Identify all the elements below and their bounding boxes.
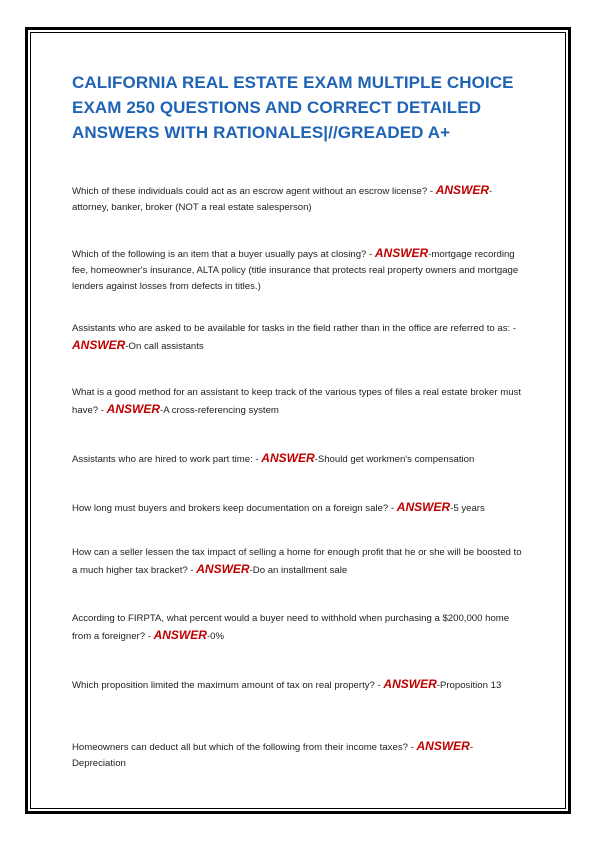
qa-item — [72, 676, 524, 694]
question-text: How long must buyers and brokers keep documentation on a foreign sale? - — [72, 503, 397, 514]
qa-item — [72, 385, 524, 419]
answer-label: ANSWER — [106, 402, 161, 416]
qa-item — [72, 450, 524, 468]
qa-item — [72, 545, 524, 579]
document-title: CALIFORNIA REAL ESTATE EXAM MULTIPLE CHOICE EXAM 250 QUESTIONS AND CORRECT DETAILED ANSWERS WITH RATIONALES|//GREADED A+ — [72, 73, 514, 142]
answer-label: ANSWER — [396, 500, 451, 514]
qa-item — [72, 321, 524, 355]
answer-label: ANSWER — [261, 451, 315, 465]
question-text: Which proposition limited the maximum amount of tax on real property? - — [72, 680, 384, 691]
answer-text: -attorney, banker, broker (NOT a real estate salesperson) — [72, 186, 493, 213]
answer-label: ANSWER — [383, 677, 437, 691]
answer-text: -On call assistants — [125, 341, 204, 352]
qa-item — [72, 182, 524, 216]
qa-item — [72, 499, 524, 517]
question-text: Homeowners can deduct all but which of the following from their income taxes? - — [72, 742, 417, 753]
question-text: How can a seller lessen the tax impact of selling a home for enough profit that he or she will be boosted to a much higher tax bracket? - — [72, 547, 522, 576]
answer-label: ANSWER — [416, 739, 470, 753]
answer-label: ANSWER — [196, 562, 250, 576]
answer-label: ANSWER — [153, 628, 207, 642]
answer-text: -A cross-referencing system — [160, 405, 279, 416]
question-text: Which of the following is an item that a buyer usually pays at closing? - — [72, 249, 375, 260]
answer-label: ANSWER — [435, 183, 490, 197]
question-text: According to FIRPTA, what percent would a buyer need to withhold when purchasing a $200,000 home from a foreigner? - — [72, 613, 510, 642]
qa-item — [72, 245, 524, 295]
question-text: What is a good method for an assistant to keep track of the various types of files a real estate broker must have? - — [72, 387, 521, 416]
answer-text: -5 years — [450, 503, 485, 514]
answer-text: -Do an installment sale — [249, 565, 348, 576]
question-text: Which of these individuals could act as an escrow agent without an escrow license? - — [72, 186, 436, 197]
qa-item — [72, 738, 524, 772]
question-text: Assistants who are asked to be available for tasks in the field rather than in the office are referred to as: - — [72, 323, 517, 334]
answer-text: -0% — [206, 631, 224, 642]
answer-text: -Should get workmen's compensation — [314, 454, 475, 465]
answer-label: ANSWER — [72, 338, 126, 352]
document-header — [72, 70, 524, 145]
answer-text: -Depreciation — [72, 742, 474, 769]
question-text: Assistants who are hired to work part time: - — [72, 454, 262, 465]
answer-text: -Proposition 13 — [436, 680, 502, 691]
qa-item — [72, 611, 524, 645]
answer-text: -mortgage recording fee, homeowner's insurance, ALTA policy (title insurance that protects real property owners and mortgage lenders against losses from defects in titles.) — [72, 249, 519, 292]
answer-label: ANSWER — [374, 246, 429, 260]
